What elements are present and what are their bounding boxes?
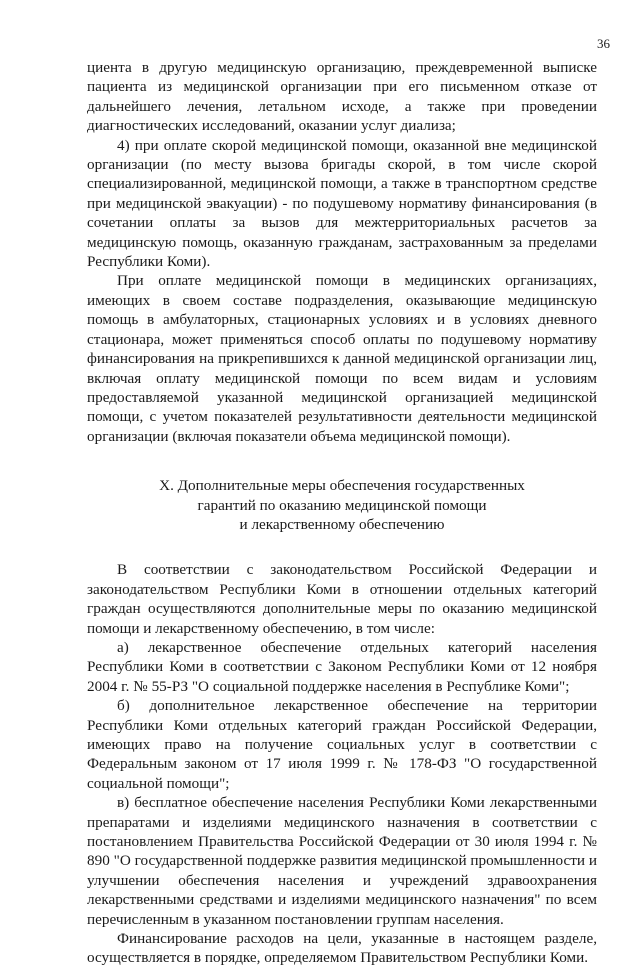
document-body	[87, 58, 597, 968]
section-heading-line-1: X. Дополнительные меры обеспечения государственных	[159, 477, 525, 495]
paragraph-item-b: б) дополнительное лекарственное обеспечение на территории Республики Коми отдельных категорий граждан Российской Федерации, имеющих право на получение социальных услуг в соответствии с Федеральным законом от 17 июля 1999 г. № 178-ФЗ "О государственной социальной помощи";	[87, 697, 597, 792]
section-heading-line-3: и лекарственному обеспечению	[239, 515, 445, 533]
paragraph-item-4: 4) при оплате скорой медицинской помощи, оказанной вне медицинской организации (по месту вызова бригады скорой, в том числе скорой специализированной, медицинской помощи, а также в транспортном средстве при медицинской эвакуации) - по подушевому нормативу финансирования (в сочетании оплаты за вызов для межтерриториальных расчетов за медицинскую помощь, оказанную гражданам, застрахованным за пределами Республики Коми).	[87, 136, 597, 271]
section-heading-line-2: гарантий по оказанию медицинской помощи	[197, 496, 487, 514]
paragraph-item-c: в) бесплатное обеспечение населения Республики Коми лекарственными препаратами и изделиями медицинского назначения в соответствии с постановлением Правительства Российской Федерации от 30 июля 1994 г. № 890 "О государственной поддержке развития медицинской промышленности и улучшении обеспечения населения и учреждений здравоохранения лекарственными средствами и изделиями медицинского назначения" по всем перечисленным в указанном постановлении группам населения.	[87, 794, 597, 928]
paragraph-continuation: циента в другую медицинскую организацию, преждевременной выписке пациента из медицинской организации при его письменном отказе от дальнейшего лечения, летальном исходе, а также при проведении диагностических исследований, оказании услуг диализа;	[87, 59, 597, 135]
page-number: 36	[597, 36, 610, 51]
paragraph-per-capita: При оплате медицинской помощи в медицинских организациях, имеющих в своем составе подразделения, оказывающие медицинскую помощь в амбулаторных, стационарных условиях и в условиях дневного стационара, может применяться способ оплаты по подушевому нормативу финансирования на прикрепившихся к данной медицинской организации лиц, включая оплату медицинской помощи по всем видам и условиям предоставляемой указанной медицинской организацией медицинской помощи, с учетом показателей результативности деятельности медицинской организации (включая показатели объема медицинской помощи).	[87, 272, 597, 445]
paragraph-intro: В соответствии с законодательством Российской Федерации и законодательством Республики Коми в отношении отдельных категорий граждан осуществляются дополнительные меры по оказанию медицинской помощи и лекарственному обеспечению, в том числе:	[87, 561, 597, 637]
paragraph-item-a: а) лекарственное обеспечение отдельных категорий населения Республики Коми в соответствии с Законом Республики Коми от 12 ноября 2004 г. № 55-РЗ "О социальной поддержке населения в Республике Коми";	[87, 638, 597, 695]
paragraph-financing: Финансирование расходов на цели, указанные в настоящем разделе, осуществляется в порядке, определяемом Правительством Республики Коми.	[87, 930, 597, 967]
section-heading	[87, 476, 597, 534]
